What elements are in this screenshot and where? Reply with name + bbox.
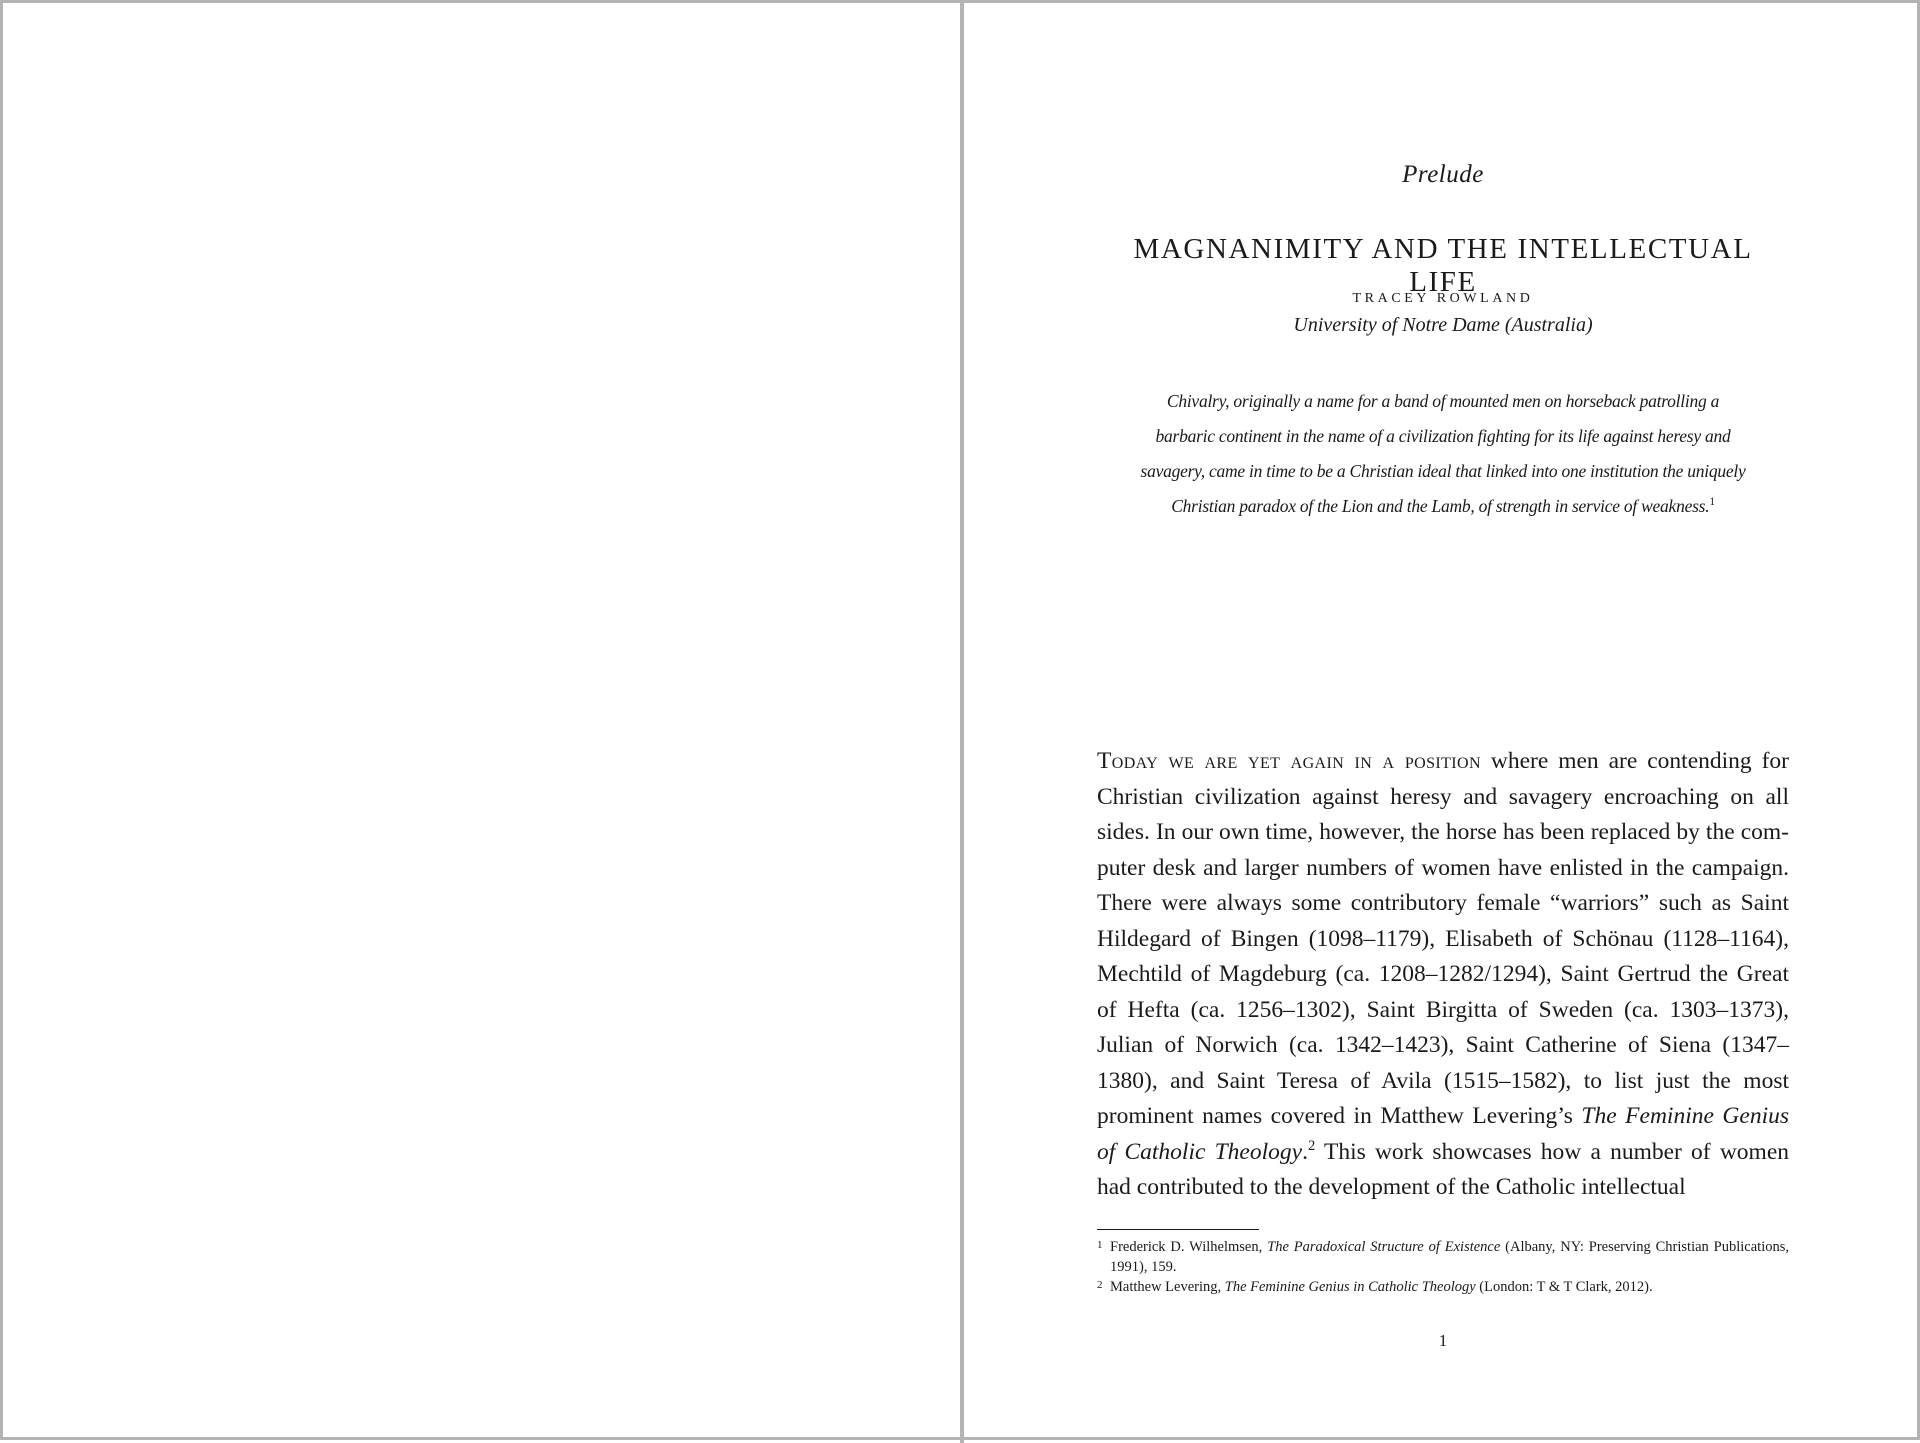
body-text-part-2: This work showcases how a number of women had contributed to the development of the Catholic intellectual — [1097, 1138, 1789, 1200]
footnote-2 — [1097, 1277, 1789, 1297]
footnote-number: 1 — [1097, 1239, 1103, 1251]
body-note-ref[interactable]: 2 — [1307, 1137, 1316, 1154]
footnote-title: The Paradoxical Structure of Existence — [1267, 1239, 1501, 1255]
body-text-part-1: where men are contending for Christian civilization against heresy and savagery encroaching on all sides. In our own time, however, the horse has been replaced by the computer desk and larger numbers of women have enlisted in the campaign. There were always some contributory female “warriors” such as Saint Hildegard of Bingen (1098–1179), Elisabeth of Schönau (1128–1164), Mechtild of Magdeburg (ca. 1208–1282/1294), Saint Gertrud the Great of Hefta (ca. 1256–1302), Saint Birgitta of Sweden (ca. 1303–1373), Julian of Norwich (ca. 1342–1423), Saint Catherine of Siena (1347–1380), and Saint Teresa of Avila (1515–1582), to list just the most prominent names covered in Matthew Levering’s — [1097, 748, 1790, 1129]
footnote-text: Matthew Levering, — [1110, 1279, 1225, 1295]
epigraph — [1137, 384, 1749, 524]
footnote-text: (Albany, NY: Preserving Christian Publications, 1991), 159. — [1110, 1239, 1789, 1275]
footnotes — [1097, 1237, 1789, 1297]
author-affiliation: University of Notre Dame (Australia) — [1293, 314, 1593, 336]
footnote-text: (London: T & T Clark, 2012). — [1475, 1279, 1653, 1295]
footnote-text: Frederick D. Wilhelmsen, — [1110, 1239, 1268, 1255]
body-paragraph — [1097, 744, 1789, 1206]
body-text-period: . — [1302, 1138, 1308, 1165]
footnote-title: The Feminine Genius in Catholic Theology — [1224, 1279, 1476, 1295]
footnote-number: 2 — [1097, 1279, 1103, 1291]
footnote-1 — [1097, 1237, 1789, 1277]
footnote-rule — [1097, 1229, 1259, 1230]
chapter-title: MAGNANIMITY AND THE INTELLECTUAL LIFE — [1133, 233, 1753, 298]
page-number: 1 — [1438, 1331, 1448, 1350]
part-label: Prelude — [1402, 161, 1484, 188]
lead-in-small-caps: Today we are yet again in a position — [1097, 748, 1481, 774]
epigraph-text: Chivalry, originally a name for a band of mounted men on horseback patrolling a barbaric continent in the name of a civilization fighting for its life against heresy and savagery, came in time to be a Christian ideal that linked into one institution the uniquely Christian paradox of the Lion and the Lamb, of strength in service of weakness. — [1140, 391, 1746, 516]
author-name: TRACEY ROWLAND — [1352, 291, 1534, 306]
book-title: The Feminine Genius of Catholic Theology — [1097, 1103, 1789, 1165]
epigraph-note-ref[interactable]: 1 — [1709, 496, 1715, 509]
left-page-blank — [3, 3, 961, 1443]
right-page — [964, 3, 1920, 1443]
